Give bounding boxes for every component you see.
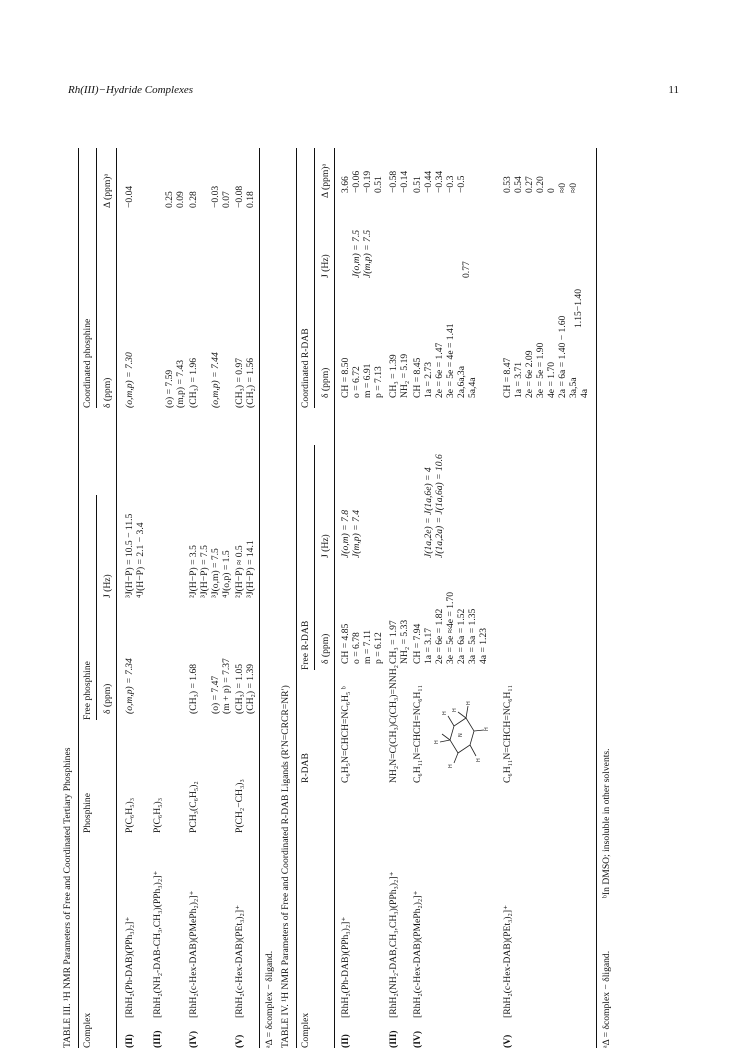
table4-ddelta: −0.19 — [362, 170, 373, 193]
table3-coord-delta: (CH₂) = 1.56 — [245, 357, 256, 408]
table3-ddelta: −0.03 — [210, 185, 221, 208]
table4-ddelta: 0.27 — [524, 176, 535, 193]
table4-col-free: Free R-DAB — [300, 620, 311, 670]
table3-j: ⁴J(o,p) = 1.5 — [221, 550, 232, 598]
table4-col-delta2: δ (ppm) — [320, 367, 331, 398]
table3-bottom-rule — [259, 148, 260, 1048]
table3-j: ³J(H−P) = 10.5 − 11.5 — [124, 513, 135, 598]
table3-row-complex: [RhH₂(Ph-DAB)(PPh₃)₂]⁺ — [124, 916, 135, 1018]
table3-ddelta: −0.04 — [124, 185, 135, 208]
table4-col-j2: J (Hz) — [320, 254, 331, 278]
svg-text:H: H — [434, 740, 440, 744]
table4-row-rdab: NH₂N=C(CH₃)C(CH₃)=NNH₂ — [388, 664, 399, 783]
table4-ddelta: −0.06 — [351, 170, 362, 193]
table4-ddelta: −0.5 — [456, 175, 467, 193]
table4-row-num: (III) — [388, 1030, 399, 1048]
table4-free-delta: o = 6.78 — [351, 632, 362, 664]
table3-footnote: ᵃΔ = δcomplex − δligand. — [264, 950, 275, 1048]
table3-free-delta: (o) = 7.47 — [210, 675, 221, 714]
table3-coord-delta: (o) = 7.59 — [164, 369, 175, 408]
table4-row-complex: [RhH₂(c-Hex-DAB)(PEt₃)₂]⁺ — [502, 904, 513, 1018]
table3-coord-delta: (o,m,p) = 7.44 — [210, 352, 221, 408]
table4-free-delta: CH₃ = 1.97 — [388, 620, 399, 664]
table4-free-delta: m = 7.11 — [362, 629, 373, 664]
table3-row-phosphine: PCH₃(C₆H₅)₂ — [188, 781, 199, 833]
table4-ddelta: 0.20 — [535, 176, 546, 193]
svg-text:N: N — [458, 733, 464, 737]
table3-col-complex: Complex — [82, 1012, 93, 1048]
table3-caption: TABLE III. ¹H NMR Parameters of Free and Coordinated Tertiary Phosphines — [62, 747, 73, 1048]
table4-ddelta: ≈0 — [557, 182, 568, 193]
table3-row-complex: [RhH₂(c-Hex-DAB)(PMePh₂)₂]⁺ — [188, 890, 199, 1018]
table3-col-coord: Coordinated phosphine — [82, 318, 93, 408]
table4-j: J(o,m) = 7.8 — [340, 509, 351, 558]
table4-top-rule — [296, 148, 297, 1048]
table4-ddelta: 0.51 — [412, 176, 423, 193]
table4-coord-delta: 4e = 1.70 — [546, 361, 557, 398]
table4-coord-delta: m = 6.91 — [362, 363, 373, 398]
table4-ddelta: 0.51 — [373, 176, 384, 193]
table4-ddelta: 0.54 — [513, 176, 524, 193]
table4-col-j: J (Hz) — [320, 534, 331, 558]
table4-free-delta: CH = 7.94 — [412, 623, 423, 664]
table4-coord-delta: CH₃ = 1.39 — [388, 354, 399, 398]
table4-caption: TABLE IV. ¹H NMR Parameters of Free and Coordinated R-DAB Ligands (R′N=CRCR=NR′) — [280, 685, 291, 1048]
table4-free-delta: NH₂ = 5.33 — [399, 619, 410, 664]
table3-free-delta: (CH₂) = 1.39 — [245, 663, 256, 714]
table3-j: ³J(H−P) = 7.5 — [199, 545, 210, 598]
table4-free-delta: p = 6.12 — [373, 632, 384, 664]
table3-j: ²J(H−P) = 3.5 — [188, 545, 199, 598]
table4-ddelta: 0.53 — [502, 176, 513, 193]
table3-col-delta: δ (ppm) — [102, 683, 113, 714]
table4-bottom-rule — [596, 148, 597, 1048]
table4-coord-delta: 3a,5a — [568, 377, 579, 398]
table4-row-complex: [RhH₂(c-Hex-DAB)(PMePh₂)₂]⁺ — [412, 890, 423, 1018]
table4-j2: 0.77 — [461, 261, 472, 278]
table4-free-delta: 1a = 3.17 — [423, 627, 434, 664]
table4-ddelta: −0.34 — [434, 170, 445, 193]
table4-free-delta: 3e = 5e ≈4e = 1.70 — [445, 591, 456, 664]
svg-text:H: H — [466, 701, 472, 705]
table3-free-delta: (o,m,p) = 7.34 — [124, 658, 135, 714]
table4-free-delta: CH = 4.85 — [340, 623, 351, 664]
page-number: 11 — [668, 84, 679, 96]
table4-row-complex: [RhH₂(NH₂-DAB,CH₃,CH₃)(PPh₃)₂]⁺ — [388, 871, 399, 1018]
table3-coord-rule — [96, 148, 97, 408]
table4-ddelta: −0.44 — [423, 170, 434, 193]
rotated-tables — [58, 108, 678, 1048]
table4-row-rdab: C₆H₅N=CHCH=NC₆H₅ ᵇ — [340, 686, 351, 783]
table3-row-num: (III) — [152, 1030, 163, 1048]
table4-j2: J(m,p) = 7.5 — [362, 229, 373, 278]
table4-footnote-a: ᵃΔ = δcomplex − δligand. — [601, 950, 612, 1048]
table3-j: ³J(o,m) = 7.5 — [210, 548, 221, 598]
table3-free-delta: (m + p) = 7.37 — [221, 658, 232, 714]
table4-free-delta: 2e = 6e = 1.82 — [434, 608, 445, 664]
svg-text:H: H — [448, 764, 454, 768]
table3-j: ³J(H−P) = 14.1 — [245, 540, 256, 598]
table4-col-complex: Complex — [300, 1012, 311, 1048]
table3-top-rule — [78, 148, 79, 1048]
table4-row-rdab: C₆H₁₁N=CHCH=NC₆H₁₁ — [502, 684, 513, 783]
table4-col-ddelta: Δ (ppm)ᵃ — [320, 163, 331, 198]
table4-coord-delta: CH = 8.47 — [502, 357, 513, 398]
table3-row-num: (II) — [124, 1034, 135, 1048]
table4-row-complex: [RhH₂(Ph-DAB)(PPh₃)₂]⁺ — [340, 916, 351, 1018]
table4-coord-delta: CH = 8.50 — [340, 357, 351, 398]
table4-row-num: (V) — [502, 1034, 513, 1048]
table4-col-delta: δ (ppm) — [320, 633, 331, 664]
table4-coord-delta: NH₂ = 5.19 — [399, 353, 410, 398]
table4-footnote-b: ᵇIn DMSO; insoluble in other solvents. — [601, 748, 612, 898]
table4-coord-delta: p = 7.13 — [373, 366, 384, 398]
table4-row-num: (IV) — [412, 1030, 423, 1048]
table4-coord-delta: 3e = 5e = 1.90 — [535, 342, 546, 398]
table3-j: ⁴J(H−P) = 2.1 − 3.4 — [135, 522, 146, 598]
table3-row-complex: [RhH₂(NH₂-DAB-CH₃,CH₃)(PPh₃)₂]⁺ — [152, 870, 163, 1018]
table3-col-free: Free phosphine — [82, 661, 93, 720]
table3-row-complex: [RhH₂(c-Hex-DAB)(PEt₃)₂]⁺ — [234, 904, 245, 1018]
table3-coord-delta: (CH₃) = 0.97 — [234, 357, 245, 408]
table4-j: J(1a,2a) = J(1a,6a) = 10.6 — [434, 454, 445, 558]
table4-j: J(m,p) = 7.4 — [351, 509, 362, 558]
table4-ddelta: ≈0 — [568, 182, 579, 193]
table4-ddelta: −0.14 — [399, 170, 410, 193]
table4-free-rule — [314, 445, 315, 670]
table3-row-num: (V) — [234, 1034, 245, 1048]
table4-coord-delta: CH = 8.45 — [412, 357, 423, 398]
table4-coord-delta: 4a — [579, 388, 590, 398]
table4-row-num: (II) — [340, 1034, 351, 1048]
svg-text:H: H — [476, 758, 482, 762]
table4-coord-delta: o = 6.72 — [351, 366, 362, 398]
running-title: Rh(III)−Hydride Complexes — [68, 84, 194, 96]
table3-header-rule — [116, 148, 117, 1048]
table4-j: J(1a,2e) = J(1a,6e) = 4 — [423, 467, 434, 558]
table4-col-rdab: R-DAB — [300, 753, 311, 783]
table3-ddelta: 0.28 — [188, 191, 199, 208]
table3-free-delta: (CH₃) = 1.05 — [234, 663, 245, 714]
table4-col-coord: Coordinated R-DAB — [300, 328, 311, 408]
table4-coord-delta: 1a = 2.73 — [423, 361, 434, 398]
table4-ddelta: 0 — [546, 188, 557, 193]
table3-row-num: (IV) — [188, 1030, 199, 1048]
table3-row-phosphine: P(C₆H₅)₃ — [124, 797, 135, 833]
table4-j2: 1.15−1.40 — [573, 289, 584, 328]
cyclohexyl-structure-icon — [428, 688, 488, 778]
table3-row-phosphine: P(CH₂−CH₃)₃ — [234, 779, 245, 833]
table4-coord-delta: 2a,6a,3a — [456, 366, 467, 398]
table4-free-delta: 2a = 6a = 1.52 — [456, 608, 467, 664]
table3-free-delta: (CH₃) = 1.68 — [188, 663, 199, 714]
table4-coord-delta: 2e = 6e = 1.47 — [434, 342, 445, 398]
table4-ddelta: −0.3 — [445, 175, 456, 193]
table4-ddelta: 3.66 — [340, 176, 351, 193]
svg-text:H: H — [452, 708, 458, 712]
table3-col-ddelta: Δ (ppm)ᵃ — [102, 173, 113, 208]
table3-ddelta: −0.08 — [234, 185, 245, 208]
table4-row-rdab: C₆H₁₁N=CHCH=NC₆H₁₁ — [412, 684, 423, 783]
table3-col-phosphine: Phosphine — [82, 793, 93, 833]
table4-coord-delta: 2e = 6e 2.09 — [524, 350, 535, 398]
table3-col-delta2: δ (ppm) — [102, 377, 113, 408]
table4-coord-delta: 2a = 6a = 1.40 − 1.60 — [557, 315, 568, 398]
table4-coord-delta: 5a,4a — [467, 377, 478, 398]
svg-text:H: H — [484, 727, 490, 731]
table3-ddelta: 0.09 — [175, 191, 186, 208]
table3-coord-delta: (CH₃) = 1.96 — [188, 357, 199, 408]
table4-coord-rule — [314, 148, 315, 408]
table4-j2: J(o,m) = 7.5 — [351, 229, 362, 278]
table4-coord-delta: 3e = 5e = 4e = 1.41 — [445, 323, 456, 398]
table3-j: ²J(H−P) ≈ 0.5 — [234, 545, 245, 598]
table3-ddelta: 0.07 — [221, 191, 232, 208]
table3-coord-delta: (o,m,p) = 7.30 — [124, 352, 135, 408]
table3-ddelta: 0.18 — [245, 191, 256, 208]
table3-free-rule — [96, 495, 97, 720]
table3-col-j: J (Hz) — [102, 574, 113, 598]
svg-text:H: H — [442, 711, 448, 715]
table3-ddelta: 0.25 — [164, 191, 175, 208]
table3-row-phosphine: P(C₆H₅)₃ — [152, 797, 163, 833]
table3-coord-delta: (m,p) = 7.43 — [175, 359, 186, 408]
table4-coord-delta: 1a = 3.71 — [513, 361, 524, 398]
table4-free-delta: 3a = 5a = 1.35 — [467, 608, 478, 664]
table4-free-delta: 4a = 1.23 — [478, 627, 489, 664]
table4-ddelta: −0.58 — [388, 170, 399, 193]
table4-header-rule — [334, 148, 335, 1048]
